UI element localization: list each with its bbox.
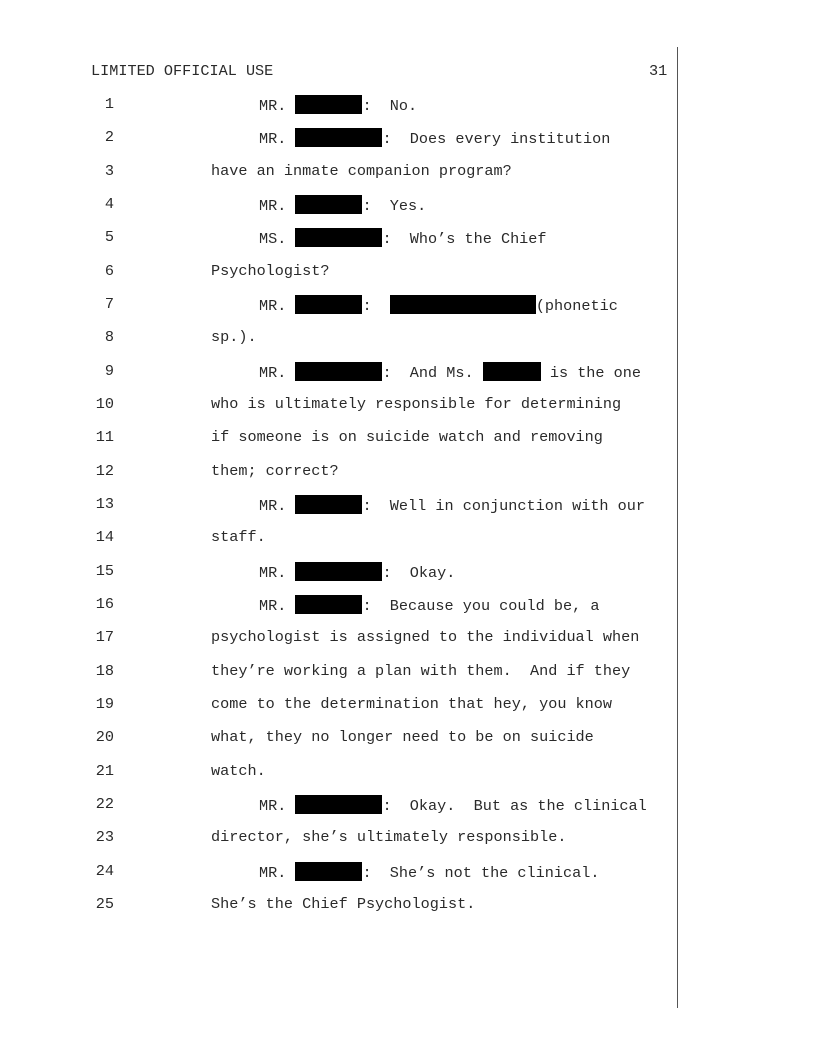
transcript-line bbox=[0, 762, 816, 784]
redaction-block bbox=[483, 362, 541, 381]
line-number: 11 bbox=[95, 428, 114, 447]
line-text: She’s the Chief Psychologist. bbox=[211, 894, 476, 913]
speaker-title: MR. bbox=[259, 130, 296, 149]
line-number: 23 bbox=[95, 828, 114, 847]
speaker-title: MR. bbox=[259, 196, 296, 215]
speaker-title: MS. bbox=[259, 230, 296, 249]
speaker-line bbox=[259, 595, 599, 615]
line-text: Psychologist? bbox=[211, 261, 330, 280]
speaker-line bbox=[259, 795, 647, 815]
speaker-title: MR. bbox=[259, 97, 296, 115]
speaker-line bbox=[259, 562, 455, 582]
line-number: 4 bbox=[104, 194, 114, 213]
speaker-line bbox=[259, 295, 618, 315]
speaker-line bbox=[259, 195, 426, 215]
speaker-line bbox=[259, 128, 610, 148]
line-text: : Okay. bbox=[382, 563, 456, 582]
line-number: 16 bbox=[95, 594, 114, 613]
page-number: 31 bbox=[649, 62, 668, 80]
speaker-title: MR. bbox=[259, 296, 296, 315]
line-text: them; correct? bbox=[211, 461, 339, 480]
transcript-line bbox=[0, 728, 816, 750]
line-number: 7 bbox=[104, 294, 114, 313]
line-text: psychologist is assigned to the individual when bbox=[211, 628, 640, 647]
transcript-line bbox=[0, 695, 816, 717]
line-text: (phonetic bbox=[535, 296, 618, 315]
transcript-line bbox=[0, 828, 816, 850]
redaction-block bbox=[295, 795, 382, 814]
speaker-title: MR. bbox=[259, 563, 296, 582]
line-number: 13 bbox=[95, 494, 114, 513]
speaker-title: MR. bbox=[259, 363, 296, 382]
transcript-line bbox=[0, 495, 816, 517]
speaker-title: MR. bbox=[259, 796, 296, 815]
line-text: : Who’s the Chief bbox=[382, 230, 547, 249]
line-number: 8 bbox=[104, 328, 114, 347]
transcript-line bbox=[0, 428, 816, 450]
line-number: 18 bbox=[95, 661, 114, 680]
line-number: 25 bbox=[95, 894, 114, 913]
redaction-block bbox=[295, 362, 382, 381]
transcript-line bbox=[0, 395, 816, 417]
transcript-line bbox=[0, 162, 816, 184]
line-text: : bbox=[362, 296, 390, 315]
line-text: : She’s not the clinical. bbox=[362, 863, 600, 882]
transcript-line bbox=[0, 795, 816, 817]
transcript-line bbox=[0, 595, 816, 617]
line-text: they’re working a plan with them. And if they bbox=[211, 661, 631, 680]
redaction-block bbox=[295, 228, 382, 247]
line-text: who is ultimately responsible for determining bbox=[211, 394, 622, 413]
line-text: director, she’s ultimately responsible. bbox=[211, 828, 567, 847]
redaction-block bbox=[295, 128, 382, 147]
speaker-line bbox=[259, 362, 641, 382]
line-number: 2 bbox=[104, 128, 114, 147]
transcript-line bbox=[0, 462, 816, 484]
speaker-line bbox=[259, 95, 417, 115]
line-number: 5 bbox=[104, 228, 114, 247]
redaction-block bbox=[295, 195, 362, 214]
transcript-line bbox=[0, 95, 816, 117]
transcript-line bbox=[0, 862, 816, 884]
line-text: have an inmate companion program? bbox=[211, 161, 512, 180]
line-number: 3 bbox=[104, 161, 114, 180]
line-text: : Does every institution bbox=[382, 130, 611, 149]
transcript-line bbox=[0, 295, 816, 317]
transcript-line bbox=[0, 562, 816, 584]
redaction-block bbox=[295, 495, 362, 514]
transcript-line bbox=[0, 662, 816, 684]
transcript-line bbox=[0, 362, 816, 384]
transcript-line bbox=[0, 528, 816, 550]
line-number: 22 bbox=[95, 794, 114, 813]
line-text: sp.). bbox=[211, 328, 257, 347]
redaction-block bbox=[295, 95, 362, 114]
line-number: 9 bbox=[104, 361, 114, 380]
line-text: staff. bbox=[211, 528, 266, 547]
line-text: : Well in conjunction with our bbox=[362, 496, 646, 515]
line-number: 10 bbox=[95, 394, 114, 413]
line-text: watch. bbox=[211, 761, 266, 780]
line-number: 24 bbox=[95, 861, 114, 880]
line-number: 6 bbox=[104, 261, 114, 280]
speaker-line bbox=[259, 862, 599, 882]
redaction-block bbox=[390, 295, 536, 314]
transcript-line bbox=[0, 195, 816, 217]
redaction-block bbox=[295, 595, 362, 614]
transcript-line bbox=[0, 895, 816, 917]
line-text: : No. bbox=[362, 97, 418, 115]
line-number: 1 bbox=[104, 95, 114, 113]
speaker-title: MR. bbox=[259, 863, 296, 882]
line-number: 14 bbox=[95, 528, 114, 547]
transcript-line bbox=[0, 262, 816, 284]
line-text: : Okay. But as the clinical bbox=[382, 796, 647, 815]
line-text: : And Ms. bbox=[382, 363, 483, 382]
line-number: 17 bbox=[95, 628, 114, 647]
speaker-line bbox=[259, 228, 547, 248]
speaker-title: MR. bbox=[259, 596, 296, 615]
line-text: : Because you could be, a bbox=[362, 596, 600, 615]
line-number: 15 bbox=[95, 561, 114, 580]
line-text: if someone is on suicide watch and removing bbox=[211, 428, 603, 447]
speaker-title: MR. bbox=[259, 496, 296, 515]
line-number: 20 bbox=[95, 728, 114, 747]
line-number: 12 bbox=[95, 461, 114, 480]
transcript-line bbox=[0, 628, 816, 650]
redaction-block bbox=[295, 295, 362, 314]
speaker-line bbox=[259, 495, 645, 515]
line-number: 19 bbox=[95, 694, 114, 713]
transcript-line bbox=[0, 128, 816, 150]
redaction-block bbox=[295, 562, 382, 581]
transcript-line bbox=[0, 228, 816, 250]
transcript-line bbox=[0, 328, 816, 350]
line-number: 21 bbox=[95, 761, 114, 780]
line-text: : Yes. bbox=[362, 196, 427, 215]
line-text: come to the determination that hey, you know bbox=[211, 694, 613, 713]
line-text: is the one bbox=[540, 363, 641, 382]
line-text: what, they no longer need to be on suicide bbox=[211, 728, 594, 747]
redaction-block bbox=[295, 862, 362, 881]
classification-header: LIMITED OFFICIAL USE bbox=[91, 62, 274, 80]
